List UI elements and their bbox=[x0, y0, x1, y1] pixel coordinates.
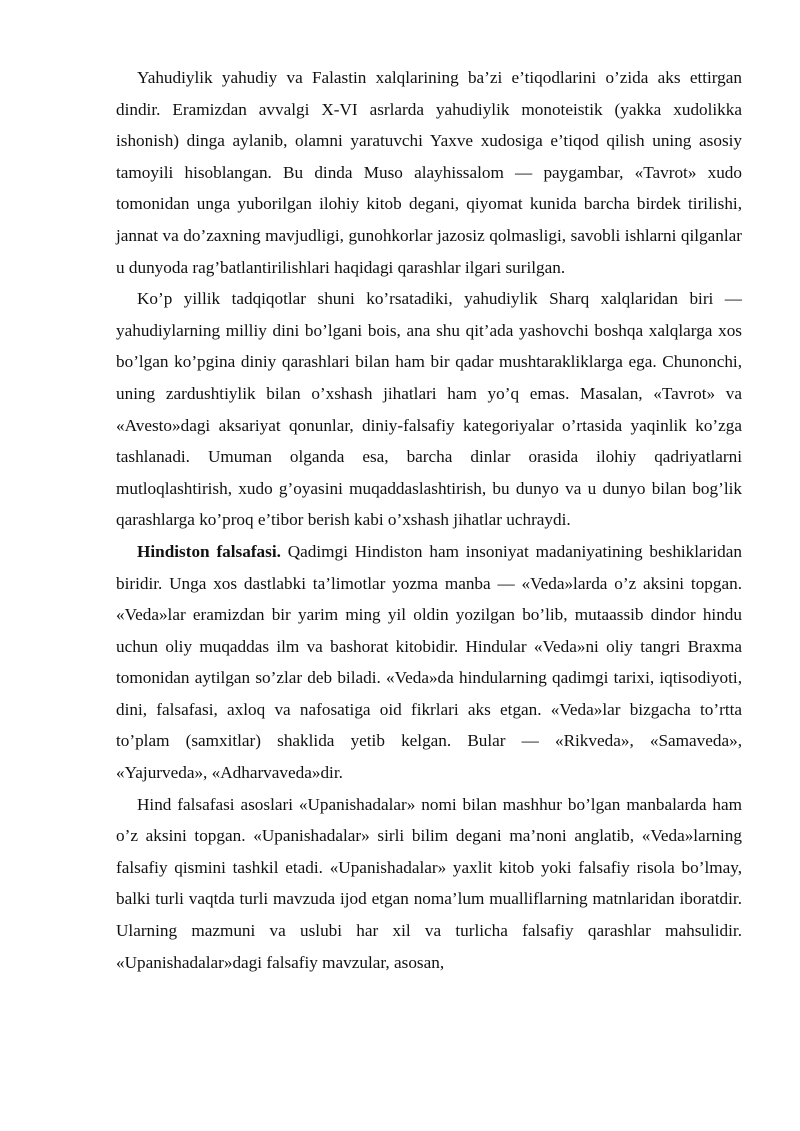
document-page bbox=[116, 62, 742, 978]
paragraph-text: Hind falsafasi asoslari «Upanishadalar» nomi bilan mashhur bo’lgan manbalarda ham o’z aksini topgan. «Upanishadalar» sirli bilim degani ma’noni anglatib, «Veda»larning falsafiy qismini tashkil etadi. «Upanishadalar» yaxlit kitob yoki falsafiy risola bo’lmay, balki turli vaqtda turli mavzuda ijod etgan noma’lum mualliflarning matnlaridan iboratdir. Ularning mazmuni va uslubi har xil va turlicha falsafiy qarashlar mahsulidir. «Upanishadalar»dagi falsafiy mavzular, asosan, bbox=[116, 794, 742, 972]
paragraph-india-philosophy bbox=[116, 536, 742, 789]
paragraph-text: Yahudiylik yahudiy va Falastin xalqlarining ba’zi e’tiqodlarini o’zida aks ettirgan dindir. Eramizdan avvalgi X-VI asrlarda yahudiylik monoteistik (yakka xudolikka ishonish) dinga aylanib, olamni yaratuvchi Yaxve xudosiga e’tiqod qilish uning asosiy tamoyili hisoblangan. Bu dinda Muso alayhissalom — paygambar, «Tavrot» xudo tomonidan unga yuborilgan ilohiy kitob degani, qiyomat kunida barcha birdek tirilishi, jannat va do’zaxning mavjudligi, gunohkorlar jazosiz qolmasligi, savobli ishlarni qilganlar u dunyoda rag’batlantirilishlari haqidagi qarashlar ilgari surilgan. bbox=[116, 68, 742, 277]
paragraph-text: Ko’p yillik tadqiqotlar shuni ko’rsatadiki, yahudiylik Sharq xalqlaridan biri — yahudiylarning milliy dini bo’lgani bois, ana shu qit’ada yashovchi boshqa xalqlarga xos bo’lgan ko’pgina diniy qarashlari bilan ham bir qadar mushtarakliklarga ega. Chunonchi, uning zardushtiylik bilan o’xshash jihatlari ham yo’q emas. Masalan, «Tavrot» va «Avesto»dagi aksariyat qonunlar, diniy-falsafiy kategoriyalar o’rtasida yaqinlik ko’zga tashlanadi. Umuman olganda esa, barcha dinlar orasida ilohiy qadriyatlarni mutloqlashtirish, xudo g’oyasini muqaddaslashtirish, bu dunyo va u dunyo bilan bog’lik qarashlarga ko’proq e’tibor berish kabi o’xshash jihatlar uchraydi. bbox=[116, 289, 742, 530]
paragraph-upanishads bbox=[116, 789, 742, 979]
paragraph-text: Qadimgi Hindiston ham insoniyat madaniyatining beshiklaridan biridir. Unga xos dastlabki ta’limotlar yozma manba — «Veda»larda o’z aksini topgan. «Veda»lar eramizdan bir yarim ming yil oldin yozilgan bo’lib, mutaassib dindor hindu uchun oliy muqaddas ilm va bashorat kitobidir. Hindular «Veda»ni oliy tangri Braxma tomonidan aytilgan so’zlar deb biladi. «Veda»da hindularning qadimgi tarixi, iqtisodiyoti, dini, falsafasi, axloq va nafosatiga oid fikrlari aks etgan. «Veda»lar bizgacha to’rtta to’plam (samxitlar) shaklida yetib kelgan. Bular — «Rikveda», «Samaveda», «Yajurveda», «Adharvaveda»dir. bbox=[116, 541, 742, 783]
section-heading: Hindiston falsafasi. bbox=[137, 541, 281, 561]
paragraph-judaism bbox=[116, 62, 742, 283]
paragraph-judaism-comparison bbox=[116, 283, 742, 536]
